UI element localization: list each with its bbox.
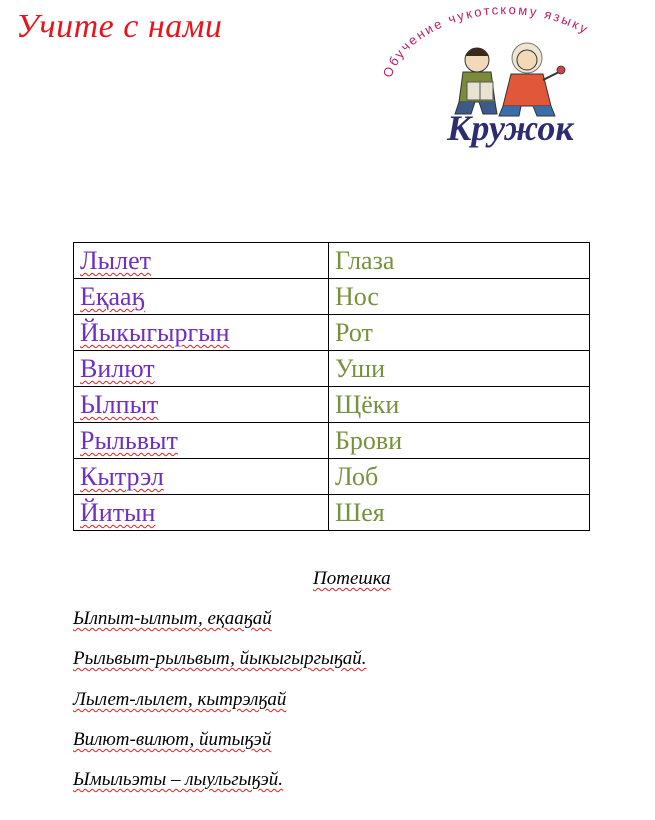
table-row	[74, 243, 590, 279]
chukchi-word-cell	[74, 459, 329, 495]
chukchi-word-cell	[74, 387, 329, 423]
chukchi-word-cell	[74, 423, 329, 459]
rhyme-line	[73, 729, 271, 751]
chukchi-word-cell	[74, 243, 329, 279]
rhyme-line-text: Лылет-лылет, кытрэлӄай	[73, 689, 287, 710]
rhyme-line-text: Ылпыт-ылпыт, еқааӄай	[73, 608, 272, 629]
russian-word-cell: Рот	[329, 315, 590, 351]
russian-word-cell: Уши	[329, 351, 590, 387]
rhyme-line	[73, 648, 367, 670]
logo-arc-text: Обучение чукотскому языку	[379, 2, 592, 80]
russian-word-cell: Нос	[329, 279, 590, 315]
table-row	[74, 459, 590, 495]
russian-word-cell: Шея	[329, 495, 590, 531]
chukchi-word-cell	[74, 279, 329, 315]
chukchi-word-cell	[74, 351, 329, 387]
rhyme-line-text: Рыльвыт-рыльвыт, йыкыгыргыӄай.	[73, 648, 367, 669]
rhyme-line	[73, 769, 283, 791]
logo-name: Кружок	[447, 108, 574, 148]
rhyme-line	[73, 608, 272, 630]
chukchi-word: Вилют	[80, 354, 155, 383]
chukchi-word-cell	[74, 315, 329, 351]
table-row	[74, 351, 590, 387]
chukchi-word: Еқааӄ	[80, 282, 145, 311]
chukchi-word: Лылет	[80, 246, 151, 275]
rhyme-line-text: Вилют-вилют, йитыӄэй	[73, 729, 272, 750]
table-row	[74, 279, 590, 315]
table-row	[74, 423, 590, 459]
children-illustration	[455, 43, 565, 116]
chukchi-word: Кытрэл	[80, 462, 164, 491]
table-row	[74, 387, 590, 423]
table-row	[74, 495, 590, 531]
chukchi-word-cell	[74, 495, 329, 531]
rhyme-title: Потешка	[313, 568, 391, 589]
logo	[375, 2, 635, 152]
table-row	[74, 315, 590, 351]
chukchi-word: Ылпыт	[80, 390, 159, 419]
chukchi-word: Йыкыгыргын	[80, 318, 230, 347]
russian-word-cell: Лоб	[329, 459, 590, 495]
rhyme-line	[73, 689, 286, 711]
vocabulary-table	[73, 242, 590, 531]
chukchi-word: Йитын	[80, 498, 156, 527]
rhyme-line-text: Ымыльэты – лыульгыӄэй.	[73, 769, 284, 790]
russian-word-cell: Брови	[329, 423, 590, 459]
chukchi-word: Рыльвыт	[80, 426, 178, 455]
russian-word-cell: Глаза	[329, 243, 590, 279]
page-title: Учите с нами	[16, 8, 223, 45]
russian-word-cell: Щёки	[329, 387, 590, 423]
